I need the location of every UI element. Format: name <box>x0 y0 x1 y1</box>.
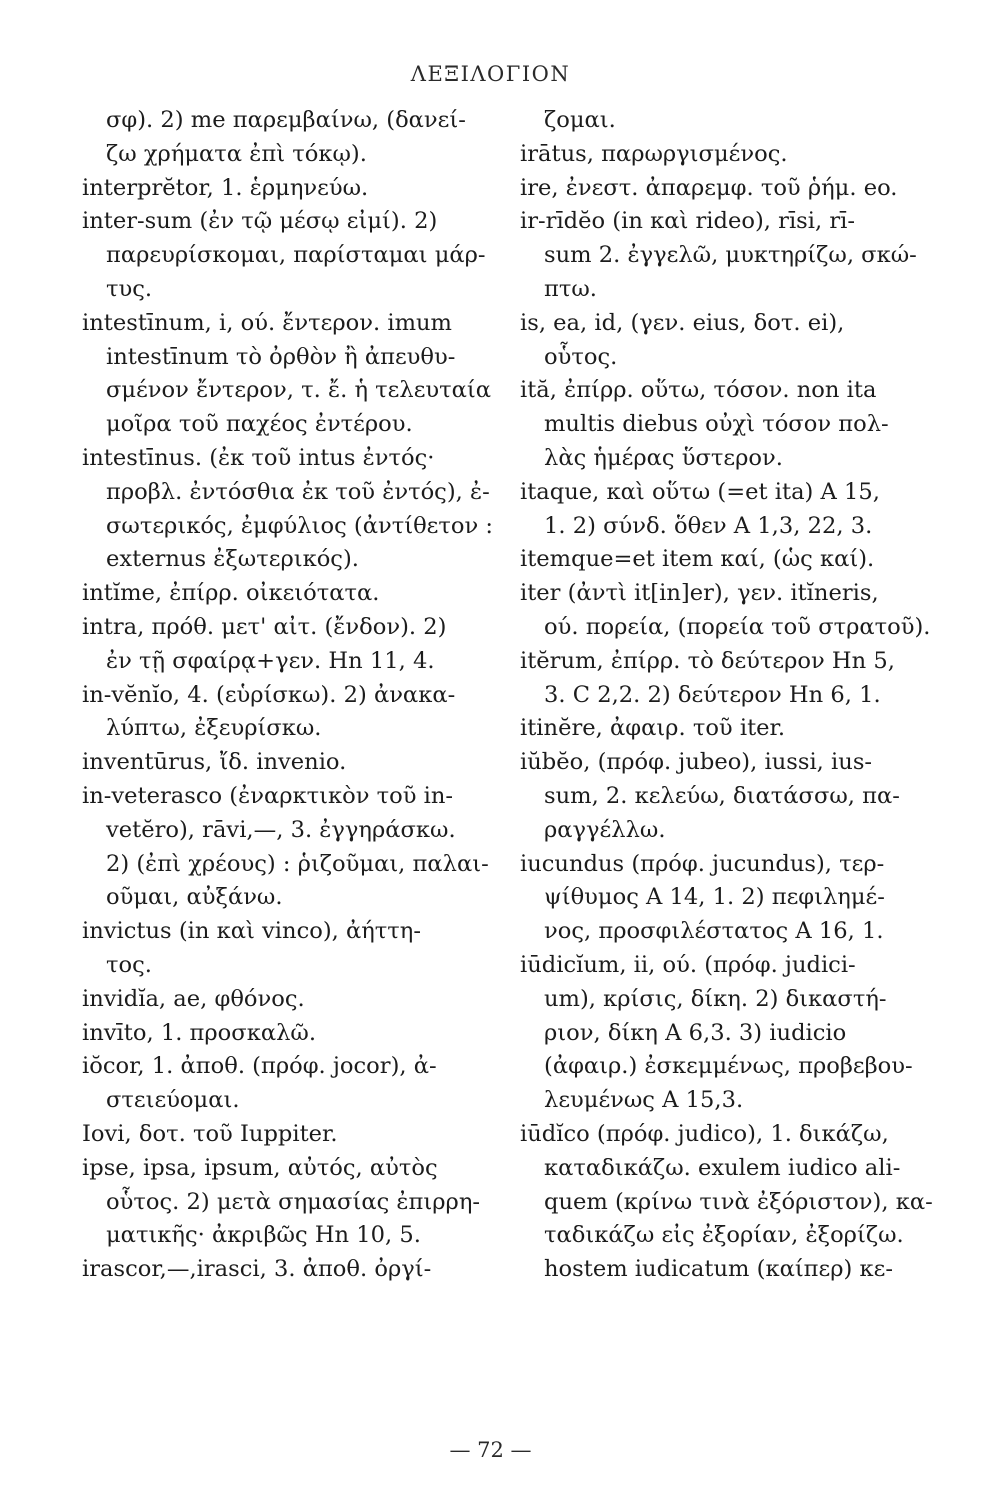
dictionary-line: iūdicĭum, ii, ού. (πρόφ. judici- <box>520 951 856 978</box>
dictionary-line: 2) (ἐπὶ χρέους) : ῥιζοῦμαι, παλαι- <box>106 850 489 877</box>
dictionary-line: οὗτος. <box>544 343 618 370</box>
dictionary-line: invīto, 1. προσκαλῶ. <box>82 1019 317 1046</box>
dictionary-line: intestīnus. (ἐκ τοῦ intus ἐντός· <box>82 444 435 471</box>
dictionary-line: vetĕro), rāvi,—, 3. ἐγγηράσκω. <box>106 816 456 843</box>
dictionary-line: inventūrus, ἴδ. invenio. <box>82 749 347 776</box>
dictionary-line: ἐν τῇ σφαίρᾳ+γεν. Hn 11, 4. <box>106 647 435 674</box>
dictionary-line: οὗτος. 2) μετὰ σημασίας ἐπιρρη- <box>106 1188 480 1215</box>
dictionary-line: ού. πορεία, (πορεία τοῦ στρατοῦ). <box>544 613 931 640</box>
dictionary-line: iter (ἀντὶ it[in]er), γεν. itĭneris, <box>520 580 879 607</box>
dictionary-line: πτω. <box>544 275 597 302</box>
dictionary-line: 3. C 2,2. 2) δεύτερον Hn 6, 1. <box>544 681 881 708</box>
dictionary-line: ταδικάζω εἰς ἐξορίαν, ἐξορίζω. <box>544 1222 904 1249</box>
dictionary-line: ită, ἐπίρρ. οὕτω, τόσον. non ita <box>520 377 877 404</box>
dictionary-line: iūdĭco (πρόφ. judico), 1. δικάζω, <box>520 1120 889 1147</box>
dictionary-line: προβλ. ἐντόσθια ἐκ τοῦ ἐντός), ἐ- <box>106 478 490 505</box>
dictionary-line: ipse, ipsa, ipsum, αὐτός, αὐτὸς <box>82 1154 438 1181</box>
dictionary-line: sum 2. ἐγγελῶ, μυκτηρίζω, σκώ- <box>544 242 917 269</box>
dictionary-line: intestīnum, i, ού. ἔντερον. imum <box>82 309 452 336</box>
dictionary-line: itĕrum, ἐπίρρ. τὸ δεύτερον Hn 5, <box>520 647 895 674</box>
dictionary-line: itaque, καὶ οὕτω (=et ita) A 15, <box>520 478 880 505</box>
dictionary-line: νος, προσφιλέστατος A 16, 1. <box>544 918 884 945</box>
dictionary-line: ζω χρήματα ἐπὶ τόκῳ). <box>106 140 367 167</box>
dictionary-line: um), κρίσις, δίκη. 2) δικαστή- <box>544 985 887 1012</box>
dictionary-line: intĭme, ἐπίρρ. οἰκειότατα. <box>82 580 380 607</box>
dictionary-line: quem (κρίνω τινὰ ἐξόριστον), κα- <box>544 1188 933 1215</box>
dictionary-line: λύπτω, ἐξευρίσκω. <box>106 715 322 742</box>
dictionary-line: irascor,—,irasci, 3. ἀποθ. ὀργί- <box>82 1256 432 1283</box>
dictionary-line: λευμένως A 15,3. <box>544 1087 744 1114</box>
left-column <box>82 104 500 1287</box>
dictionary-line: ζομαι. <box>544 107 616 133</box>
dictionary-line: (ἀφαιρ.) ἐσκεμμένως, προβεβου- <box>544 1053 913 1080</box>
dictionary-line: itinĕre, ἀφαιρ. τοῦ iter. <box>520 715 786 742</box>
dictionary-line: externus ἐξωτερικός). <box>106 546 359 573</box>
dictionary-line: μοῖρα τοῦ παχέος ἐντέρου. <box>106 411 413 438</box>
dictionary-line: ματικῆς· ἀκριβῶς Hn 10, 5. <box>106 1222 421 1249</box>
dictionary-line: iŭbĕo, (πρόφ. jubeo), iussi, ius- <box>520 749 873 776</box>
dictionary-line: interprĕtor, 1. ἑρμηνεύω. <box>82 174 369 201</box>
running-header: ΛΕΞΙΛΟΓΙΟΝ <box>410 62 571 86</box>
dictionary-line: iucundus (πρόφ. jucundus), τερ- <box>520 850 885 877</box>
dictionary-line: σωτερικός, ἐμφύλιος (ἀντίθετον : <box>106 512 494 539</box>
page-number: — 72 — <box>449 1438 532 1462</box>
dictionary-line: in-veterasco (ἐναρκτικὸν τοῦ in- <box>82 782 454 809</box>
dictionary-line: ψίθυμος A 14, 1. 2) πεφιλημέ- <box>544 884 885 911</box>
dictionary-line: hostem iudicatum (καίπερ) κε- <box>544 1256 893 1283</box>
dictionary-line: παρευρίσκομαι, παρίσταμαι μάρ- <box>106 242 486 269</box>
dictionary-line: καταδικάζω. exulem iudico ali- <box>544 1154 901 1181</box>
dictionary-line: inter-sum (ἐν τῷ μέσῳ εἰμί). 2) <box>82 208 438 235</box>
dictionary-line: multis diebus οὐχὶ τόσον πολ- <box>544 411 889 438</box>
dictionary-line: intestīnum τὸ ὀρθὸν ἢ ἀπευθυ- <box>106 343 456 370</box>
dictionary-line: iŏcor, 1. ἀποθ. (πρόφ. jocor), ἀ- <box>82 1053 437 1080</box>
dictionary-line: sum, 2. κελεύω, διατάσσω, πα- <box>544 782 900 809</box>
dictionary-line: irātus, παρωργισμένος. <box>520 140 788 167</box>
dictionary-line: ir-rīdĕo (in καὶ rideo), rīsi, rī- <box>520 208 856 235</box>
dictionary-line: στειεύομαι. <box>106 1087 240 1114</box>
dictionary-line: τος. <box>106 951 152 978</box>
dictionary-line: ραγγέλλω. <box>544 816 666 843</box>
dictionary-line: itemque=et item καί, (ὡς καί). <box>520 546 875 573</box>
dictionary-line: 1. 2) σύνδ. ὅθεν A 1,3, 22, 3. <box>544 512 873 539</box>
right-column <box>520 104 936 1287</box>
dictionary-line: invictus (in καὶ vinco), ἀήττη- <box>82 918 421 945</box>
dictionary-line: in-vĕnĭo, 4. (εὑρίσκω). 2) ἀνακα- <box>82 681 456 708</box>
dictionary-line: Iovi, δοτ. τοῦ Iuppiter. <box>82 1120 338 1147</box>
dictionary-line: invidĭa, ae, φθόνος. <box>82 985 305 1012</box>
dictionary-line: ire, ἐνεστ. ἀπαρεμφ. τοῦ ῥήμ. eo. <box>520 174 898 201</box>
dictionary-line: intra, πρόθ. μετ' αἰτ. (ἔνδον). 2) <box>82 613 447 640</box>
dictionary-line: οῦμαι, αὐξάνω. <box>106 884 283 911</box>
dictionary-line: is, ea, id, (γεν. eius, δοτ. ei), <box>520 309 845 336</box>
dictionary-line: λὰς ἡμέρας ὕστερον. <box>544 444 783 471</box>
dictionary-line: τυς. <box>106 275 153 302</box>
dictionary-line: σφ). 2) me παρεμβαίνω, (δανεί- <box>106 107 466 133</box>
dictionary-line: σμένον ἔντερον, τ. ἔ. ἡ τελευταία <box>106 377 492 404</box>
dictionary-line: ριον, δίκη A 6,3. 3) iudicio <box>544 1019 847 1046</box>
